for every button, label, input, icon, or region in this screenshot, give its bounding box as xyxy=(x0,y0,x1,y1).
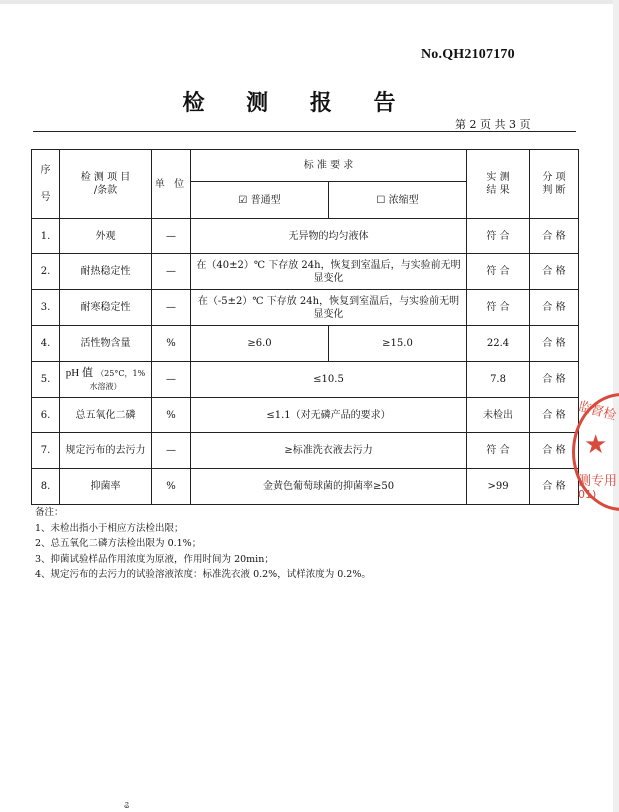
row-requirement-normal: ≥6.0 xyxy=(191,326,329,362)
row-item: 规定污布的去污力 xyxy=(60,433,152,469)
row-item: 活性物含量 xyxy=(60,326,152,362)
stamp-text-top: 监督检 xyxy=(576,399,618,424)
row-judgment: 合 格 xyxy=(530,469,579,505)
row-item xyxy=(60,362,152,398)
row-judgment: 合 格 xyxy=(530,433,579,469)
row-judgment: 合 格 xyxy=(530,362,579,398)
row-seq: 3. xyxy=(32,290,60,326)
row-result: 未检出 xyxy=(467,398,530,433)
inspection-table xyxy=(31,149,579,505)
table-row xyxy=(32,469,579,505)
row-unit: — xyxy=(152,219,191,254)
row-item: 总五氧化二磷 xyxy=(60,398,152,433)
row-unit: % xyxy=(152,326,191,362)
row-item: 耐热稳定性 xyxy=(60,254,152,290)
table-row xyxy=(32,433,579,469)
row-seq: 5. xyxy=(32,362,60,398)
row-item: 耐寒稳定性 xyxy=(60,290,152,326)
row-judgment: 合 格 xyxy=(530,326,579,362)
header-divider xyxy=(33,131,576,132)
standard-normal-type: ☑ 普通型 xyxy=(191,182,329,219)
row-seq: 6. xyxy=(32,398,60,433)
row-result: 7.8 xyxy=(467,362,530,398)
page-indicator: 第 2 页 共 3 页 xyxy=(455,118,531,131)
row-item-main: pH 值 xyxy=(65,366,93,379)
row-item: 抑菌率 xyxy=(60,469,152,505)
row-judgment: 合 格 xyxy=(530,219,579,254)
row-unit: — xyxy=(152,254,191,290)
row-requirement: ≤1.1（对无磷产品的要求） xyxy=(191,398,467,433)
row-item: 外观 xyxy=(60,219,152,254)
row-requirement: ≥标准洗衣液去污力 xyxy=(191,433,467,469)
row-seq: 7. xyxy=(32,433,60,469)
row-seq: 1. xyxy=(32,219,60,254)
row-result: 符 合 xyxy=(467,219,530,254)
notes-title: 备注： xyxy=(35,507,64,518)
row-unit: % xyxy=(152,398,191,433)
standard-concentrated-type: ☐ 浓缩型 xyxy=(329,182,467,219)
header-unit: 单 位 xyxy=(152,150,191,219)
row-seq: 8. xyxy=(32,469,60,505)
row-requirement: 在（-5±2）℃ 下存放 24h，恢复到室温后，与实验前无明显变化 xyxy=(191,290,467,326)
row-seq: 2. xyxy=(32,254,60,290)
row-requirement: 在（40±2）℃ 下存放 24h，恢复到室温后，与实验前无明显变化 xyxy=(191,254,467,290)
row-requirement: 金黄色葡萄球菌的抑菌率≥50 xyxy=(191,469,467,505)
row-judgment: 合 格 xyxy=(530,398,579,433)
row-result: 符 合 xyxy=(467,254,530,290)
table-row xyxy=(32,290,579,326)
row-requirement: 无异物的均匀液体 xyxy=(191,219,467,254)
row-item-note: （25°C，1% 水溶液） xyxy=(89,368,146,391)
stamp-code: 01) xyxy=(578,488,597,501)
row-unit: — xyxy=(152,362,191,398)
table-row xyxy=(32,326,579,362)
table-row xyxy=(32,254,579,290)
header-seq: 序 号 xyxy=(32,150,60,219)
note-item: 2、总五氧化二磷方法检出限为 0.1%； xyxy=(35,538,202,549)
row-seq: 4. xyxy=(32,326,60,362)
row-requirement: ≤10.5 xyxy=(191,362,467,398)
row-judgment: 合 格 xyxy=(530,290,579,326)
row-unit: % xyxy=(152,469,191,505)
stamp-text-bottom: 测专用 xyxy=(578,474,618,489)
row-result: >99 xyxy=(467,469,530,505)
header-standard: 标 准 要 求 xyxy=(191,150,467,182)
row-unit: — xyxy=(152,290,191,326)
row-result: 符 合 xyxy=(467,290,530,326)
header-result: 实 测 结 果 xyxy=(467,150,530,219)
table-row xyxy=(32,362,579,398)
table-row xyxy=(32,398,579,433)
header-item: 检 测 项 目 /条款 xyxy=(60,150,152,219)
note-item: 1、未检出指小于相应方法检出限； xyxy=(35,522,184,534)
page-title: 检 测 报 告 xyxy=(182,91,413,116)
row-requirement-concentrated: ≥15.0 xyxy=(329,326,467,362)
table-row xyxy=(32,219,579,254)
header-judgment: 分 项 判 断 xyxy=(530,150,579,219)
row-result: 符 合 xyxy=(467,433,530,469)
page-corner-mark-icon: ଌ xyxy=(124,801,130,811)
row-result: 22.4 xyxy=(467,326,530,362)
row-judgment: 合 格 xyxy=(530,254,579,290)
header-row-1 xyxy=(32,150,579,182)
notes-section xyxy=(35,505,371,583)
note-item: 4、规定污布的去污力的试验溶液浓度：标准洗衣液 0.2%，试样浓度为 0.2%。 xyxy=(35,569,371,580)
star-icon: ★ xyxy=(584,430,608,460)
row-unit: — xyxy=(152,433,191,469)
note-item: 3、抑菌试验样品作用浓度为原液，作用时间为 20min； xyxy=(35,553,274,565)
report-number: No.QH2107170 xyxy=(421,47,515,62)
